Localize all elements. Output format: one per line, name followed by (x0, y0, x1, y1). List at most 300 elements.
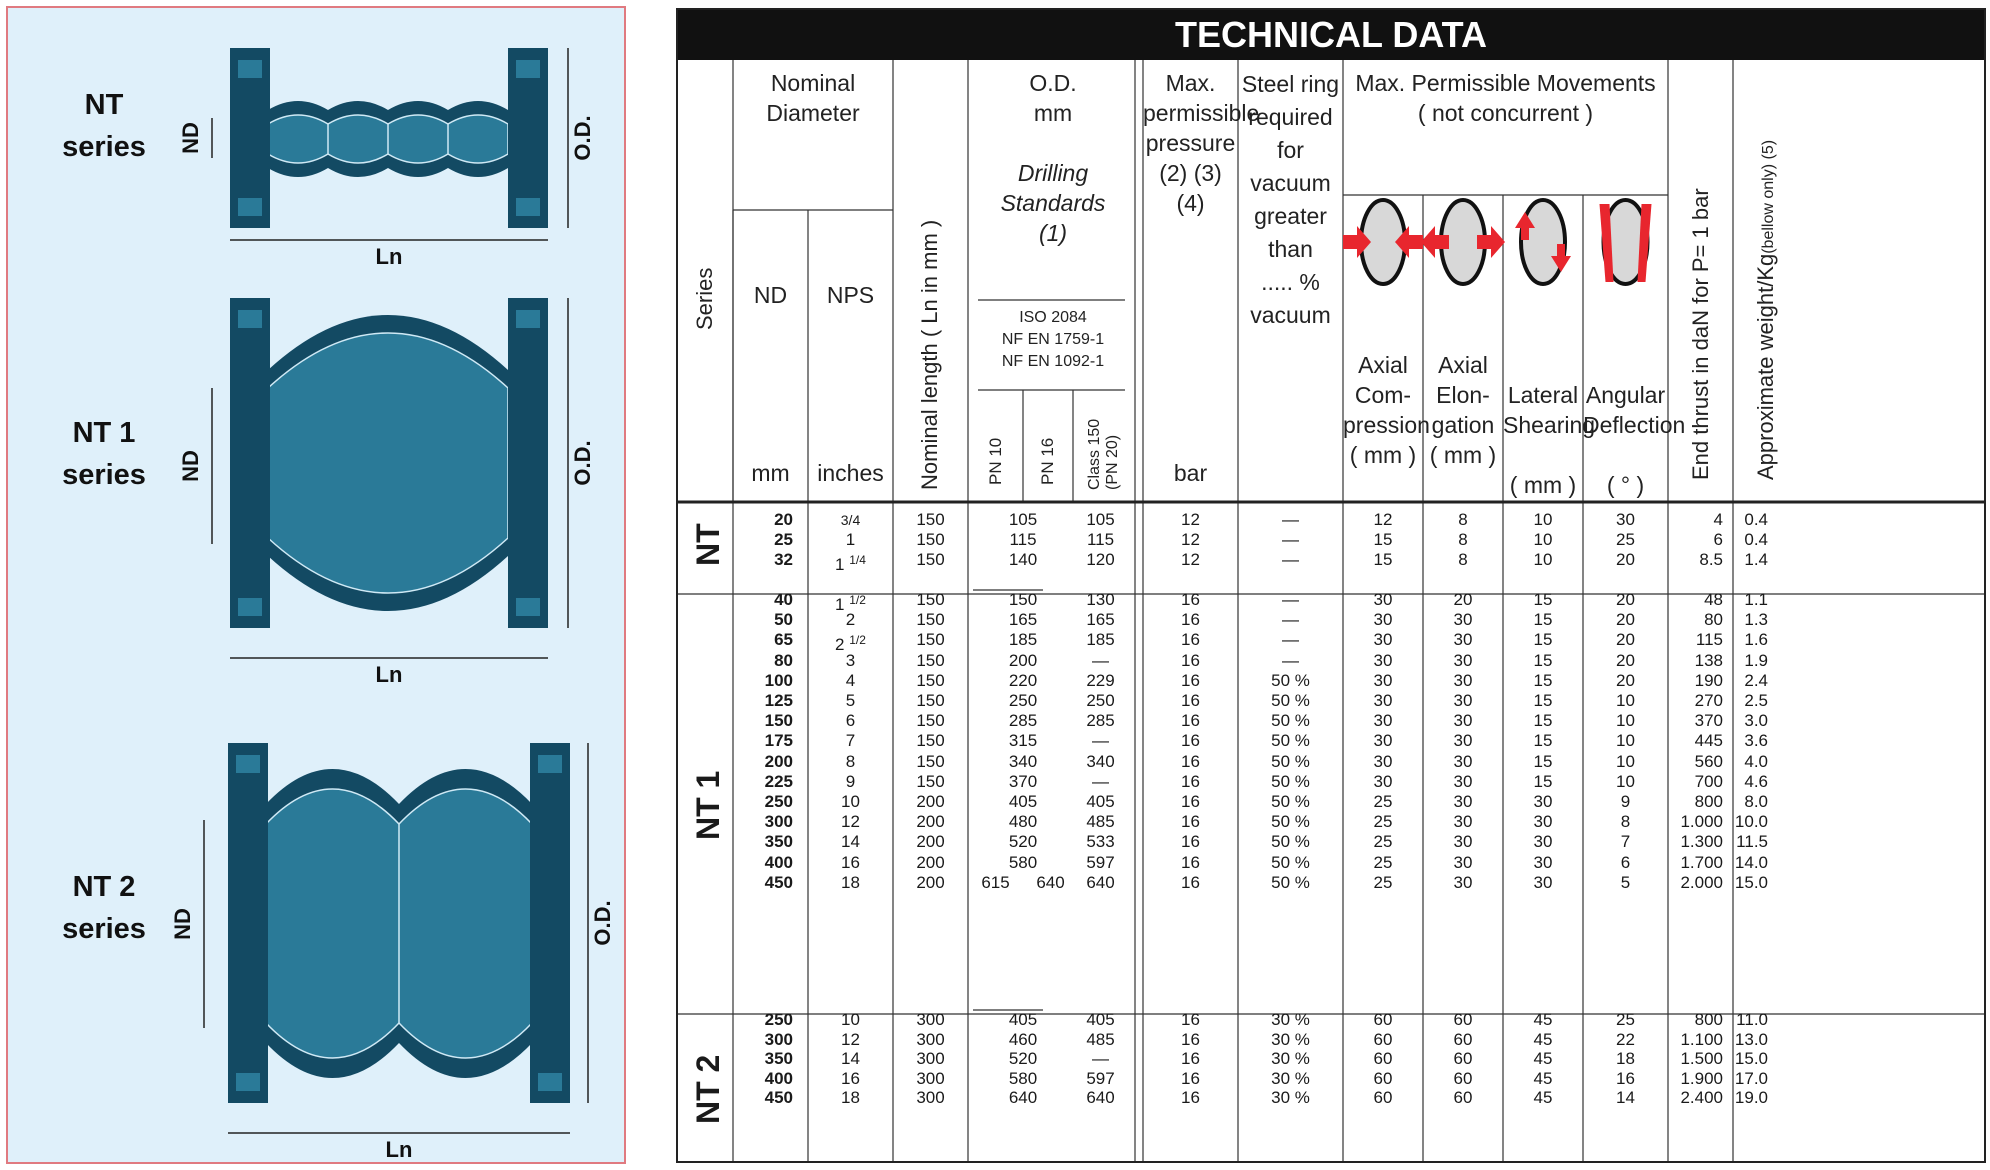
od-header: O.D. mm (1029, 70, 1077, 126)
nominal-length-value: 150 (916, 691, 945, 710)
weight-value: 1.6 (1744, 630, 1768, 650)
end-thrust-header: End thrust in daN for P= 1 bar (1688, 188, 1713, 480)
class150-value: — (1092, 771, 1109, 791)
steel-ring-value: 50 % (1271, 691, 1310, 710)
steel-ring-value: 50 % (1271, 670, 1310, 690)
bolt-hole (238, 310, 262, 328)
angular-deflection-value: 10 (1616, 711, 1635, 731)
pressure-value: 16 (1181, 792, 1200, 811)
steel-ring-value: — (1282, 630, 1299, 650)
end-thrust-value: 370 (1694, 711, 1723, 731)
axial-elongation-value: 60 (1453, 1068, 1473, 1088)
nominal-length-header: Nominal length ( Ln in mm ) (917, 219, 942, 490)
nps-value: 14 (841, 1049, 860, 1068)
od-value: 220 (1008, 670, 1038, 690)
steel-ring-value: 30 % (1271, 1049, 1310, 1068)
steel-ring-value: — (1282, 510, 1299, 529)
axial-compression-value: 30 (1373, 711, 1393, 731)
pressure-value: 16 (1181, 771, 1200, 791)
steel-ring-value: 50 % (1271, 832, 1310, 852)
weight-header: Approximate weight/Kg(bellow only) (5) (1753, 139, 1778, 480)
lateral-shearing-value: 15 (1533, 590, 1553, 609)
weight-value: 1.4 (1744, 550, 1768, 569)
od-value: 480 (1008, 812, 1038, 832)
angular-deflection-value: 20 (1616, 670, 1635, 690)
nps-value: 4 (845, 670, 856, 690)
angular-deflection-value: 20 (1616, 610, 1635, 630)
nominal-length-value: 200 (916, 872, 945, 892)
nps-value: 14 (841, 832, 860, 852)
pressure-value: 16 (1181, 691, 1200, 710)
od-value: 580 (1008, 852, 1038, 872)
lateral-shearing-value: 15 (1533, 610, 1553, 630)
end-thrust-value: 1.100 (1680, 1029, 1723, 1049)
nps-value: 5 (845, 691, 856, 710)
series-group-label: NT (690, 523, 726, 566)
pressure-value: 16 (1181, 751, 1200, 771)
bolt-hole (538, 755, 562, 773)
class150-value: 485 (1086, 1029, 1115, 1049)
axial-elongation-value: 30 (1453, 832, 1473, 852)
nps-value: 12 (841, 1029, 860, 1049)
weight-value: 14.0 (1734, 852, 1768, 872)
nps-value: 9 (845, 771, 856, 791)
end-thrust-value: 800 (1694, 1010, 1723, 1029)
nps-value: 1 (845, 530, 856, 549)
nominal-length-value: 150 (916, 771, 945, 791)
nd-value: 40 (774, 590, 793, 609)
axial-elongation-value: 30 (1453, 650, 1473, 670)
nominal-length-value: 150 (916, 590, 945, 609)
axial-elongation-value: 60 (1453, 1029, 1473, 1049)
lateral-shearing-value: 30 (1533, 872, 1553, 892)
nominal-length-value: 150 (916, 711, 945, 731)
axial-elongation-value: 30 (1453, 792, 1473, 811)
expansion-joint-drawings (8, 8, 624, 1162)
class150-value: 533 (1086, 832, 1115, 852)
weight-value: 3.0 (1744, 711, 1768, 731)
end-thrust-value: 138 (1694, 650, 1723, 670)
axial-compression-value: 60 (1373, 1029, 1393, 1049)
weight-value: 1.9 (1744, 650, 1768, 670)
steel-ring-value: 50 % (1271, 852, 1310, 872)
axial-elongation-value: 30 (1453, 630, 1473, 650)
pressure-value: 16 (1181, 670, 1200, 690)
nps-value: 18 (841, 872, 860, 892)
flange (228, 743, 268, 1103)
steel-ring-value: 50 % (1271, 812, 1310, 832)
steel-ring-value: 50 % (1271, 711, 1310, 731)
steel-ring-value: — (1282, 530, 1299, 549)
pressure-value: 16 (1181, 832, 1200, 852)
nominal-length-value: 200 (916, 852, 945, 872)
nps-value: 10 (841, 1010, 860, 1029)
nd-value: 32 (774, 550, 793, 569)
nd-value: 225 (764, 771, 793, 791)
nps-header: NPS (826, 282, 875, 308)
drilling-standards-header: Drilling Standards (1) (1000, 160, 1106, 246)
weight-value: 2.5 (1744, 691, 1768, 710)
axial-compression-value: 25 (1373, 872, 1393, 892)
nt1-series-label: NT 1 series (62, 417, 146, 491)
nt2-series-label: NT 2 series (62, 871, 146, 945)
nd-value: 20 (774, 510, 793, 529)
steel-ring-value: 30 % (1271, 1068, 1310, 1088)
axial-compression-header: Axial Com- pression ( mm ) (1343, 352, 1430, 468)
class150-value: 405 (1086, 1010, 1115, 1029)
end-thrust-value: 800 (1694, 792, 1723, 811)
end-thrust-value: 1.900 (1680, 1068, 1723, 1088)
pressure-value: 16 (1181, 610, 1200, 630)
pn10-value: 615 (981, 872, 1010, 892)
class150-value: 115 (1086, 530, 1115, 549)
steel-ring-value: — (1282, 650, 1299, 670)
od-value: 250 (1008, 691, 1038, 710)
angular-deflection-value: 16 (1616, 1068, 1635, 1088)
pressure-value: 16 (1181, 872, 1200, 892)
pn10-header: PN 10 (986, 437, 1005, 485)
axial-elongation-value: 30 (1453, 812, 1473, 832)
pressure-value: 16 (1181, 731, 1200, 751)
lateral-shearing-value: 15 (1533, 691, 1553, 710)
class150-value: 285 (1086, 711, 1115, 731)
nps-value: 10 (841, 792, 860, 811)
weight-value: 4.0 (1744, 751, 1768, 771)
nps-value: 8 (845, 751, 856, 771)
class150-value: 485 (1086, 812, 1115, 832)
class150-value: 105 (1086, 510, 1115, 529)
end-thrust-value: 2.000 (1680, 872, 1723, 892)
class150-value: 185 (1086, 630, 1115, 650)
end-thrust-value: 270 (1694, 691, 1723, 710)
class150-value: 250 (1086, 691, 1115, 710)
nominal-length-value: 300 (916, 1029, 945, 1049)
axial-compression-value: 30 (1373, 610, 1393, 630)
nominal-length-value: 150 (916, 731, 945, 751)
table-title: TECHNICAL DATA (678, 10, 1984, 60)
nd-header: ND (753, 282, 788, 308)
pressure-value: 16 (1181, 711, 1200, 731)
weight-value: 0.4 (1744, 530, 1768, 549)
axial-elongation-value: 30 (1453, 852, 1473, 872)
axial-compression-value: 30 (1373, 751, 1393, 771)
lateral-shearing-value: 10 (1533, 550, 1553, 569)
bolt-hole (238, 60, 262, 78)
nominal-length-value: 300 (916, 1068, 945, 1088)
end-thrust-value: 1.500 (1680, 1049, 1723, 1068)
angular-deflection-value: 20 (1616, 650, 1635, 670)
weight-value: 15.0 (1734, 872, 1768, 892)
weight-value: 11.5 (1736, 832, 1768, 852)
end-thrust-value: 700 (1694, 771, 1723, 791)
bolt-hole (516, 198, 540, 216)
angular-deflection-value: 10 (1616, 771, 1635, 791)
lateral-shearing-value: 30 (1533, 832, 1553, 852)
axial-compression-value: 30 (1373, 650, 1393, 670)
angular-deflection-value: 20 (1616, 630, 1635, 650)
nps-value: 3/4 (840, 512, 861, 528)
axial-elongation-value: 30 (1453, 691, 1473, 710)
nd-unit: mm (751, 460, 790, 486)
lateral-shearing-value: 45 (1533, 1049, 1553, 1068)
weight-value: 10.0 (1734, 812, 1768, 832)
od-value: 640 (1008, 1088, 1038, 1107)
od-value: 520 (1008, 832, 1038, 852)
dimension-label: O.D. (570, 440, 595, 486)
nd-value: 200 (764, 751, 793, 771)
nd-value: 65 (774, 630, 793, 650)
steel-ring-value: 50 % (1271, 751, 1310, 771)
nps-unit: inches (817, 460, 884, 486)
lateral-shearing-value: 30 (1533, 812, 1553, 832)
weight-value: 19.0 (1734, 1088, 1768, 1107)
axial-compression-value: 60 (1373, 1049, 1393, 1068)
nd-value: 250 (764, 1010, 793, 1029)
nd-value: 125 (764, 691, 793, 710)
weight-value: 13.0 (1734, 1029, 1768, 1049)
bolt-hole (238, 198, 262, 216)
pressure-value: 16 (1181, 1010, 1200, 1029)
class150-value: — (1092, 731, 1109, 751)
nps-value: 7 (845, 731, 856, 751)
weight-value: 11.0 (1736, 1010, 1768, 1029)
od-value: 285 (1008, 711, 1038, 731)
end-thrust-value: 1.700 (1680, 852, 1723, 872)
lateral-shearing-value: 15 (1533, 751, 1553, 771)
od-value: 115 (1009, 530, 1037, 549)
od-value: 370 (1008, 771, 1038, 791)
nd-value: 100 (764, 670, 793, 690)
nominal-length-value: 300 (916, 1088, 945, 1107)
od-value: 150 (1008, 590, 1038, 609)
lateral-shearing-value: 10 (1533, 530, 1553, 549)
weight-value: 2.4 (1744, 670, 1768, 690)
dimension-label: Ln (375, 662, 403, 687)
class150-value: 597 (1086, 852, 1115, 872)
axial-compression-value: 30 (1373, 590, 1393, 609)
pressure-value: 12 (1181, 530, 1200, 549)
lateral-shearing-value: 45 (1533, 1010, 1553, 1029)
pressure-value: 16 (1181, 630, 1200, 650)
lateral-shearing-value: 15 (1533, 630, 1553, 650)
nominal-length-value: 150 (916, 550, 945, 569)
dimension-label: ND (178, 122, 203, 154)
steel-ring-value: — (1282, 590, 1299, 609)
axial-elongation-value: 30 (1453, 670, 1473, 690)
nd-value: 350 (764, 1049, 793, 1068)
end-thrust-value: 115 (1695, 630, 1723, 650)
axial-compression-value: 30 (1373, 731, 1393, 751)
angular-deflection-value: 20 (1616, 590, 1635, 609)
dimension-label: O.D. (570, 115, 595, 161)
angular-deflection-value: 10 (1616, 731, 1635, 751)
end-thrust-value: 6 (1713, 530, 1723, 549)
class150-value: 597 (1086, 1068, 1115, 1088)
lateral-shearing-value: 30 (1533, 852, 1553, 872)
nps-value: 12 (841, 812, 860, 832)
bellows-inner (268, 333, 508, 593)
flange (530, 743, 570, 1103)
class150-value: 165 (1086, 610, 1115, 630)
nps-value: 6 (845, 711, 856, 731)
od-value: 405 (1008, 1010, 1038, 1029)
class150-value: — (1092, 1049, 1109, 1068)
angular-deflection-value: 25 (1616, 1010, 1635, 1029)
flange (230, 298, 270, 628)
angular-deflection-value: 20 (1616, 550, 1635, 569)
end-thrust-value: 2.400 (1680, 1088, 1723, 1107)
axial-compression-value: 25 (1373, 852, 1393, 872)
od-value: 200 (1008, 650, 1038, 670)
class150-value: 229 (1086, 670, 1115, 690)
nominal-length-value: 300 (916, 1049, 945, 1068)
weight-value: 8.0 (1744, 792, 1768, 811)
angular-deflection-value: 18 (1616, 1049, 1635, 1068)
nominal-length-value: 150 (916, 650, 945, 670)
bolt-hole (516, 310, 540, 328)
bolt-hole (236, 755, 260, 773)
angular-deflection-value: 22 (1616, 1029, 1635, 1049)
nd-value: 80 (774, 650, 793, 670)
od-value: 315 (1008, 731, 1038, 751)
steel-ring-value: 30 % (1271, 1029, 1310, 1049)
steel-ring-value: 50 % (1271, 792, 1310, 811)
end-thrust-value: 48 (1704, 590, 1723, 609)
lateral-shearing-value: 15 (1533, 711, 1553, 731)
dimension-label: O.D. (590, 900, 615, 946)
axial-compression-value: 30 (1373, 630, 1393, 650)
nps-value: 3 (845, 650, 856, 670)
nd-value: 150 (764, 711, 793, 731)
class150-value: 120 (1086, 550, 1115, 569)
nominal-length-value: 150 (916, 630, 945, 650)
axial-compression-value: 25 (1373, 792, 1393, 811)
class150-value: 405 (1086, 792, 1115, 811)
class150-value: — (1092, 650, 1109, 670)
class150-value: 640 (1086, 1088, 1115, 1107)
axial-elongation-value: 8 (1458, 530, 1468, 549)
nd-value: 175 (764, 731, 793, 751)
series-group-label: NT 1 (690, 770, 726, 840)
angular-deflection-value: 10 (1616, 691, 1635, 710)
dimension-label: Ln (375, 244, 403, 269)
pressure-value: 12 (1181, 510, 1200, 529)
weight-value: 1.3 (1744, 610, 1768, 630)
axial-elongation-value: 30 (1453, 872, 1473, 892)
angular-deflection-value: 10 (1616, 751, 1635, 771)
nominal-length-value: 300 (916, 1010, 945, 1029)
angular-deflection-header: Angular Deflection ( ° ) (1583, 382, 1686, 498)
pressure-value: 16 (1181, 1068, 1200, 1088)
steel-ring-value: 30 % (1271, 1010, 1310, 1029)
pressure-value: 16 (1181, 1088, 1200, 1107)
axial-elongation-value: 60 (1453, 1049, 1473, 1068)
max-pressure-header: Max. permissible pressure (2) (3) (4) (1143, 70, 1260, 216)
nominal-length-value: 200 (916, 792, 945, 811)
pressure-value: 16 (1181, 812, 1200, 832)
angular-deflection-value: 9 (1620, 792, 1631, 811)
weight-value: 1.1 (1744, 590, 1768, 609)
axial-compression-value: 60 (1373, 1010, 1393, 1029)
nd-value: 300 (764, 1029, 793, 1049)
lateral-shearing-value: 45 (1533, 1068, 1553, 1088)
nps-value: 1 $^{1/4}$ (835, 553, 866, 574)
lateral-shearing-value: 45 (1533, 1029, 1553, 1049)
nd-value: 50 (774, 610, 793, 630)
nd-value: 400 (764, 852, 793, 872)
end-thrust-value: 4 (1713, 510, 1723, 529)
axial-elongation-value: 30 (1453, 610, 1473, 630)
bolt-hole (538, 1073, 562, 1091)
bolt-hole (238, 598, 262, 616)
nd-value: 350 (764, 832, 793, 852)
axial-elongation-value: 8 (1458, 510, 1468, 529)
standards-list: ISO 2084 NF EN 1759-1 NF EN 1092-1 (1001, 309, 1105, 370)
bolt-hole (236, 1073, 260, 1091)
angular-deflection-value: 5 (1620, 872, 1631, 892)
class150-value: 340 (1086, 751, 1115, 771)
class150-value: 130 (1086, 590, 1115, 609)
angular-deflection-value: 25 (1616, 530, 1635, 549)
end-thrust-value: 1.000 (1680, 812, 1723, 832)
class150-header: Class 150 (PN 20) (1086, 418, 1121, 490)
flange (508, 298, 548, 628)
nd-value: 450 (764, 872, 793, 892)
od-value: 165 (1008, 610, 1038, 630)
angular-deflection-value: 30 (1616, 510, 1635, 529)
weight-value: 15.0 (1734, 1049, 1768, 1068)
od-value: 340 (1008, 751, 1038, 771)
pressure-value: 16 (1181, 1049, 1200, 1068)
lateral-shearing-value: 15 (1533, 670, 1553, 690)
pressure-value: 16 (1181, 1029, 1200, 1049)
axial-compression-value: 30 (1373, 691, 1393, 710)
lateral-shearing-header: Lateral Shearing ( mm ) (1503, 382, 1596, 498)
nps-value: 18 (841, 1088, 860, 1107)
series-group-label: NT 2 (690, 1054, 726, 1124)
steel-ring-value: — (1282, 550, 1299, 569)
max-movements-header: Max. Permissible Movements ( not concurrent ) (1355, 70, 1656, 126)
nominal-length-value: 150 (916, 670, 945, 690)
axial-compression-value: 30 (1373, 771, 1393, 791)
end-thrust-value: 190 (1694, 670, 1723, 690)
nominal-length-value: 150 (916, 510, 945, 529)
end-thrust-value: 560 (1694, 751, 1723, 771)
nominal-length-value: 150 (916, 530, 945, 549)
dimension-label: Ln (385, 1137, 413, 1162)
weight-value: 0.4 (1744, 510, 1768, 529)
nominal-length-value: 150 (916, 610, 945, 630)
lateral-shearing-value: 10 (1533, 510, 1553, 529)
dimension-label: ND (178, 450, 203, 482)
nps-value: 2 $^{1/2}$ (835, 633, 866, 655)
steel-ring-value: 30 % (1271, 1088, 1310, 1107)
od-value: 460 (1008, 1029, 1038, 1049)
end-thrust-value: 1.300 (1680, 832, 1723, 852)
angular-deflection-value: 6 (1620, 852, 1631, 872)
bolt-hole (516, 60, 540, 78)
axial-elongation-value: 30 (1453, 711, 1473, 731)
nd-value: 300 (764, 812, 793, 832)
weight-value: 17.0 (1734, 1068, 1768, 1088)
lateral-shearing-value: 30 (1533, 792, 1553, 811)
axial-elongation-value: 30 (1453, 771, 1473, 791)
pn16-value: 640 (1036, 872, 1065, 892)
lateral-shearing-value: 15 (1533, 771, 1553, 791)
pressure-unit: bar (1173, 460, 1208, 486)
axial-elongation-value: 20 (1453, 590, 1473, 609)
series-header: Series (692, 267, 717, 330)
